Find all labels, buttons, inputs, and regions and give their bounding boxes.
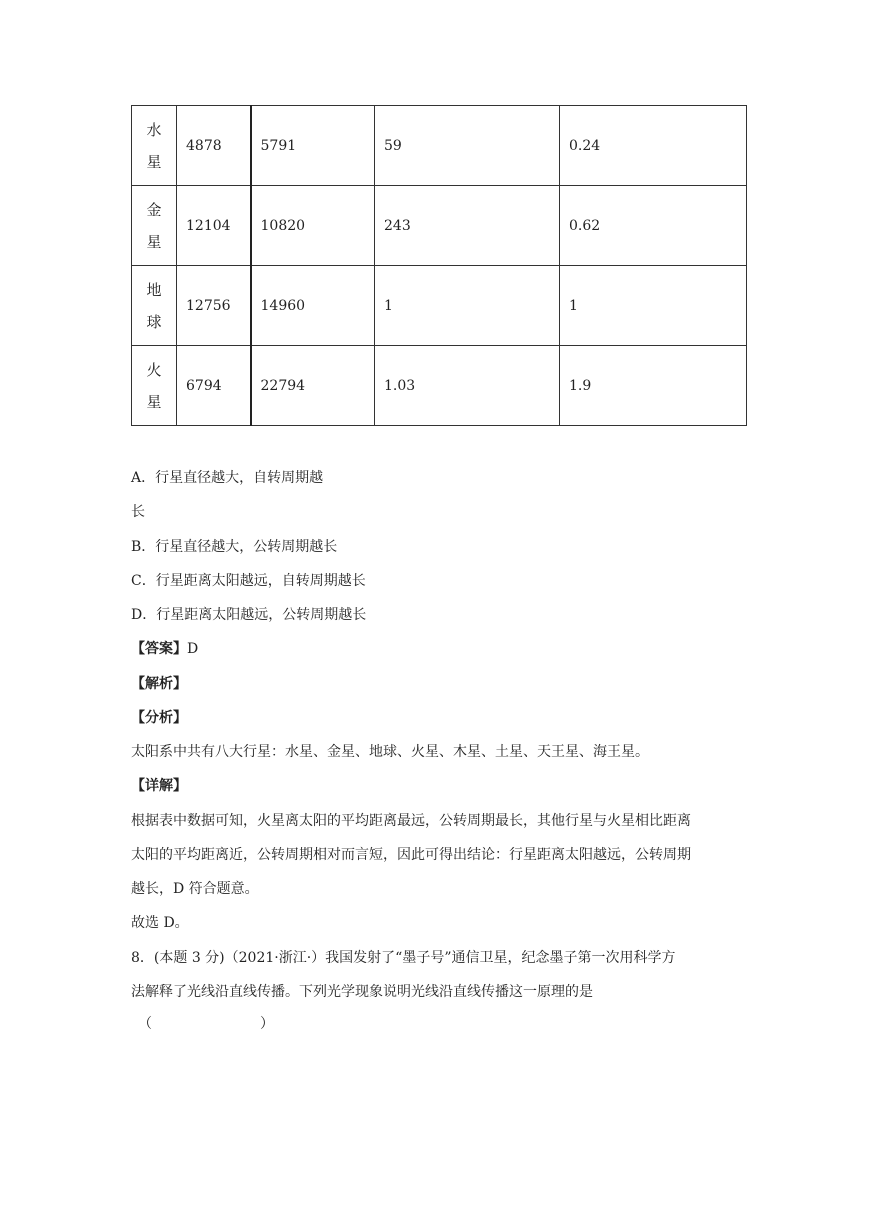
revolution-cell: 0.24 bbox=[560, 106, 747, 186]
rotation-cell: 243 bbox=[375, 186, 560, 266]
distance-cell: 10820 bbox=[251, 186, 375, 266]
analysis-label: 【解析】 bbox=[131, 676, 187, 692]
rotation-cell: 1 bbox=[375, 266, 560, 346]
answer-blank bbox=[138, 1014, 274, 1034]
rotation-cell: 59 bbox=[375, 106, 560, 186]
planet-name-cell bbox=[132, 346, 177, 426]
question8-line1: 8．(本题 3 分)（2021·浙江·）我国发射了“墨子号”通信卫星，纪念墨子第一次用科学方 bbox=[131, 950, 676, 966]
revolution-cell: 0.62 bbox=[560, 186, 747, 266]
question8-line2: 法解释了光线沿直线传播。下列光学现象说明光线沿直线传播这一原理的是 bbox=[131, 984, 593, 1000]
planet-name-cell bbox=[132, 186, 177, 266]
table-row bbox=[132, 186, 747, 266]
revolution-cell: 1 bbox=[560, 266, 747, 346]
planet-name-cell bbox=[132, 266, 177, 346]
planet-name-char: 星 bbox=[146, 392, 162, 411]
answer-line bbox=[131, 639, 198, 659]
planet-name-char: 球 bbox=[146, 312, 162, 331]
answer-label: 【答案】 bbox=[131, 641, 187, 657]
distance-cell: 5791 bbox=[251, 106, 375, 186]
table-row bbox=[132, 106, 747, 186]
revolution-cell: 1.9 bbox=[560, 346, 747, 426]
diameter-cell: 6794 bbox=[177, 346, 251, 426]
detail-line3: 越长，D 符合题意。 bbox=[131, 881, 259, 897]
planet-name-char: 星 bbox=[146, 152, 162, 171]
diameter-cell: 12756 bbox=[177, 266, 251, 346]
option-c: C．行星距离太阳越远，自转周期越长 bbox=[131, 573, 366, 589]
planet-name-cell bbox=[132, 106, 177, 186]
conclusion-text: 故选 D。 bbox=[131, 915, 189, 931]
planet-name-char: 火 bbox=[146, 360, 162, 379]
option-a-line2: 长 bbox=[131, 504, 145, 520]
distance-cell: 14960 bbox=[251, 266, 375, 346]
fenxi-text: 太阳系中共有八大行星：水星、金星、地球、火星、木星、土星、天王星、海王星。 bbox=[131, 744, 649, 760]
rotation-cell: 1.03 bbox=[375, 346, 560, 426]
distance-cell: 22794 bbox=[251, 346, 375, 426]
table-row bbox=[132, 266, 747, 346]
detail-line2: 太阳的平均距离近，公转周期相对而言短，因此可得出结论：行星距离太阳越远，公转周期 bbox=[131, 847, 691, 863]
option-d: D．行星距离太阳越远，公转周期越长 bbox=[131, 607, 367, 623]
table-row bbox=[132, 346, 747, 426]
planet-data-table bbox=[131, 105, 747, 426]
fenxi-label: 【分析】 bbox=[131, 710, 187, 726]
diameter-cell: 12104 bbox=[177, 186, 251, 266]
option-a-line1: A．行星直径越大，自转周期越 bbox=[131, 470, 324, 486]
planet-name-char: 金 bbox=[146, 200, 162, 219]
paren-close: ） bbox=[260, 1016, 274, 1032]
planet-name-char: 星 bbox=[146, 232, 162, 251]
diameter-cell: 4878 bbox=[177, 106, 251, 186]
paren-open: （ bbox=[138, 1016, 152, 1032]
detail-line1: 根据表中数据可知，火星离太阳的平均距离最远，公转周期最长，其他行星与火星相比距离 bbox=[131, 813, 691, 829]
answer-value: D bbox=[187, 641, 199, 657]
option-b: B．行星直径越大，公转周期越长 bbox=[131, 539, 338, 555]
planet-name-char: 水 bbox=[146, 120, 162, 139]
detail-label: 【详解】 bbox=[131, 778, 187, 794]
planet-name-char: 地 bbox=[146, 280, 162, 299]
